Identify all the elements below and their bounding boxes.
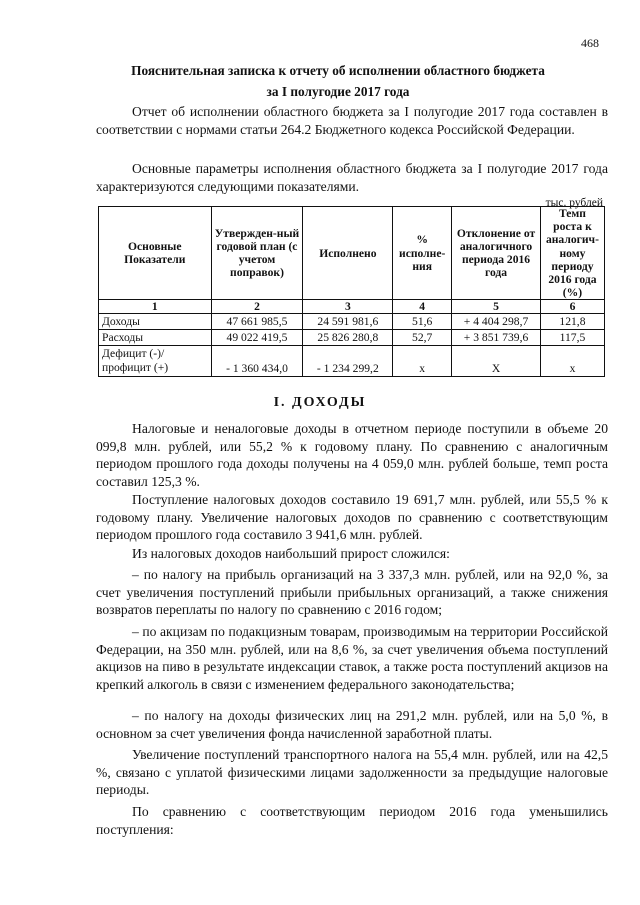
header-cell: Основные Показатели [99,207,212,300]
document-subtitle: за I полугодие 2017 года [266,84,410,99]
page-number: 468 [581,36,599,50]
intro-paragraph: Отчет об исполнении областного бюджета за I полугодие 2017 года составлен в соответствии с нормами статьи 264.2 Бюджетного кодекса Российской Федерации. [96,104,608,137]
header-cell: Исполнено [303,207,393,300]
section-heading: I. ДОХОДЫ [273,395,367,410]
body-paragraph: – по налогу на доходы физических лиц на 291,2 млн. рублей, или на 5,0 %, в основном за счет увеличения фонда начисленной заработной платы. [96,708,608,741]
table-row [99,346,605,377]
body-paragraph: – по налогу на прибыль организаций на 3 337,3 млн. рублей, или на 92,0 %, за счет увеличения поступлений прибыли прибыльных организаций, а также снижения возвратов переплаты по налогу по сравнению с 2016 годом; [96,567,608,617]
row-label: Доходы [99,314,212,330]
table-cell: х [393,346,452,377]
column-number: 4 [393,300,452,314]
header-cell: % исполне-ния [393,207,452,300]
table-cell: + 3 851 739,6 [452,330,541,346]
column-number: 2 [211,300,303,314]
table-header-row [99,207,605,300]
header-cell: Темп роста к аналогич-ному периоду 2016 года (%) [540,207,604,300]
intro-paragraph-params: Основные параметры исполнения областного бюджета за I полугодие 2017 года характеризуются следующими показателями. [96,161,608,194]
header-cell: Утвержден-ный годовой план (с учетом поправок) [211,207,303,300]
table-cell: 52,7 [393,330,452,346]
column-number: 1 [99,300,212,314]
body-paragraph: Из налоговых доходов наибольший прирост сложился: [132,546,450,561]
table-row [99,330,605,346]
table-cell: 51,6 [393,314,452,330]
column-number: 5 [452,300,541,314]
table-cell: - 1 234 299,2 [303,346,393,377]
table-cell: 49 022 419,5 [211,330,303,346]
document-title: Пояснительная записка к отчету об исполнении областного бюджета [131,63,545,78]
row-label: Расходы [99,330,212,346]
column-number: 6 [540,300,604,314]
table-cell: 47 661 985,5 [211,314,303,330]
table-cell: Х [452,346,541,377]
row-label: Дефицит (-)/ профицит (+) [99,346,212,377]
table-cell: 117,5 [540,330,604,346]
body-paragraph: – по акцизам по подакцизным товарам, производимым на территории Российской Федерации, на 350 млн. рублей, или на 8,6 %, за счет увеличения объема поступлений акцизов на пиво в результате индексации ставок, а также роста поступлений акцизов на крепкий алкоголь в связи с изменением федерального законодательства; [96,624,608,692]
table-row [99,314,605,330]
body-paragraph: Налоговые и неналоговые доходы в отчетном периоде поступили в объеме 20 099,8 млн. рублей, или 55,2 % к годовому плану. По сравнению с аналогичным периодом прошлого года доходы получены на 4 059,0 млн. рублей больше, темп роста составил 125,3 %. [96,421,608,489]
column-number-row [99,300,605,314]
table-cell: 121,8 [540,314,604,330]
budget-parameters-table [98,206,605,377]
body-paragraph: По сравнению с соответствующим периодом 2016 года уменьшились поступления: [96,804,608,837]
table-cell: + 4 404 298,7 [452,314,541,330]
table-cell: - 1 360 434,0 [211,346,303,377]
table-cell: х [540,346,604,377]
body-paragraph: Поступление налоговых доходов составило 19 691,7 млн. рублей, или 55,5 % к годовому плану. Увеличение налоговых доходов по сравнению с соответствующим периодом прошлого года составило 3 941,6 млн. рублей. [96,492,608,542]
header-cell: Отклонение от аналогичного периода 2016 года [452,207,541,300]
table-cell: 24 591 981,6 [303,314,393,330]
table-units: тыс. рублей [545,197,603,209]
table-cell: 25 826 280,8 [303,330,393,346]
body-paragraph: Увеличение поступлений транспортного налога на 55,4 млн. рублей, или на 42,5 %, связано с уплатой физическими лицами задолженности за предыдущие налоговые периоды. [96,747,608,797]
column-number: 3 [303,300,393,314]
